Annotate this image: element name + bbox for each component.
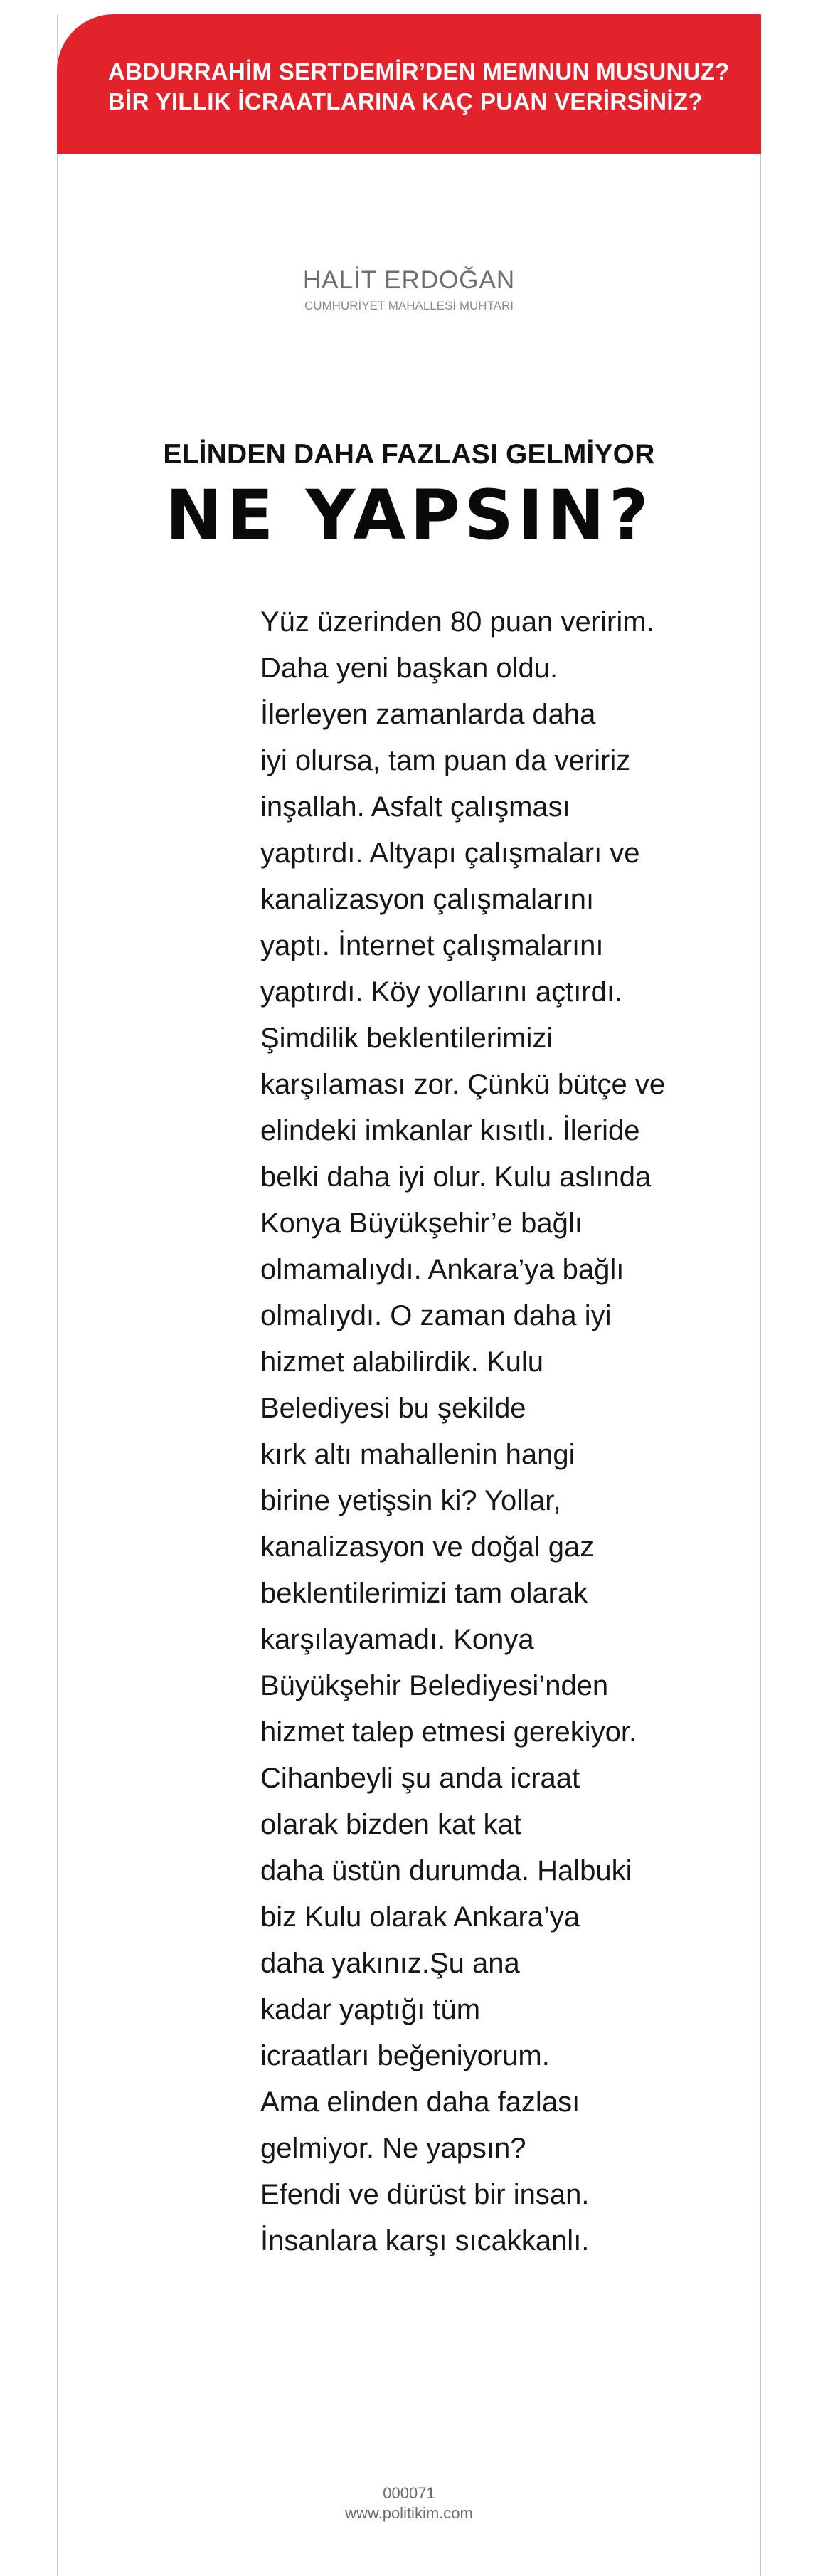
body-line: kanalizasyon çalışmalarını: [260, 884, 595, 915]
body-line: kanalizasyon ve doğal gaz: [260, 1531, 595, 1563]
interviewee-name: HALİT ERDOĞAN: [302, 266, 516, 294]
body-line: yaptı. İnternet çalışmalarını: [260, 930, 604, 961]
body-line: karşılaması zor. Çünkü bütçe ve: [260, 1069, 666, 1100]
body-line: beklentilerimizi tam olarak: [260, 1578, 588, 1609]
body-line: yaptırdı. Köy yollarını açtırdı.: [260, 976, 623, 1008]
body-line: hizmet talep etmesi gerekiyor.: [260, 1716, 637, 1748]
body-line: hizmet alabilirdik. Kulu: [260, 1346, 543, 1378]
body-line: olarak bizden kat kat: [260, 1809, 521, 1840]
banner-question-line-2: BİR YILLIK İCRAATLARINA KAÇ PUAN VERİRSİNİZ?: [108, 88, 703, 115]
interviewee-block: [0, 265, 818, 315]
body-line: Daha yeni başkan oldu.: [260, 653, 558, 684]
body-line: İnsanlara karşı sıcakkanlı.: [260, 2225, 590, 2256]
body-line: Şimdilik beklentilerimizi: [260, 1023, 553, 1054]
body-line: yaptırdı. Altyapı çalışmaları ve: [260, 838, 640, 869]
body-line: kadar yaptığı tüm: [260, 1994, 481, 2025]
body-line: kırk altı mahallenin hangi: [260, 1439, 575, 1470]
body-line: daha yakınız.Şu ana: [260, 1948, 520, 1979]
body-text: [260, 599, 666, 2264]
body-line: Cihanbeyli şu anda icraat: [260, 1763, 580, 1794]
body-line: Konya Büyükşehir’e bağlı: [260, 1208, 583, 1239]
body-line: daha üstün durumda. Halbuki: [260, 1855, 632, 1886]
body-line: Yüz üzerinden 80 puan veririm.: [260, 606, 654, 638]
footer-website: www.politikim.com: [345, 2504, 473, 2522]
body-line: Ama elinden daha fazlası: [260, 2086, 580, 2118]
banner-question-line-1: ABDURRAHİM SERTDEMİR’DEN MEMNUN MUSUNUZ?: [108, 58, 730, 85]
body-line: Belediyesi bu şekilde: [260, 1393, 526, 1424]
footer: [0, 2483, 818, 2523]
body-line: birine yetişsin ki? Yollar,: [260, 1485, 561, 1516]
body-line: gelmiyor. Ne yapsın?: [260, 2133, 526, 2164]
body-line: İlerleyen zamanlarda daha: [260, 699, 596, 730]
body-line: iyi olursa, tam puan da veririz: [260, 745, 631, 776]
body-line: icraatları beğeniyorum.: [260, 2040, 550, 2071]
body-line: biz Kulu olarak Ankara’ya: [260, 1901, 580, 1933]
body-line: elindeki imkanlar kısıtlı. İleride: [260, 1115, 640, 1146]
footer-code: 000071: [383, 2484, 435, 2502]
body-line: Büyükşehir Belediyesi’nden: [260, 1670, 609, 1701]
body-line: Efendi ve dürüst bir insan.: [260, 2179, 590, 2210]
body-line: belki daha iyi olur. Kulu aslında: [260, 1161, 652, 1193]
body-line: inşallah. Asfalt çalışması: [260, 791, 570, 823]
headline-block: [0, 437, 818, 555]
headline-main: NE YAPSIN?: [165, 475, 653, 555]
body-line: olmamalıydı. Ankara’ya bağlı: [260, 1254, 625, 1285]
body-line: karşılayamadı. Konya: [260, 1624, 534, 1655]
interviewee-title: CUMHURİYET MAHALLESİ MUHTARI: [304, 299, 514, 312]
headline-kicker: ELİNDEN DAHA FAZLASI GELMİYOR: [163, 439, 655, 470]
question-banner: [57, 14, 761, 154]
body-line: olmalıydı. O zaman daha iyi: [260, 1300, 612, 1331]
